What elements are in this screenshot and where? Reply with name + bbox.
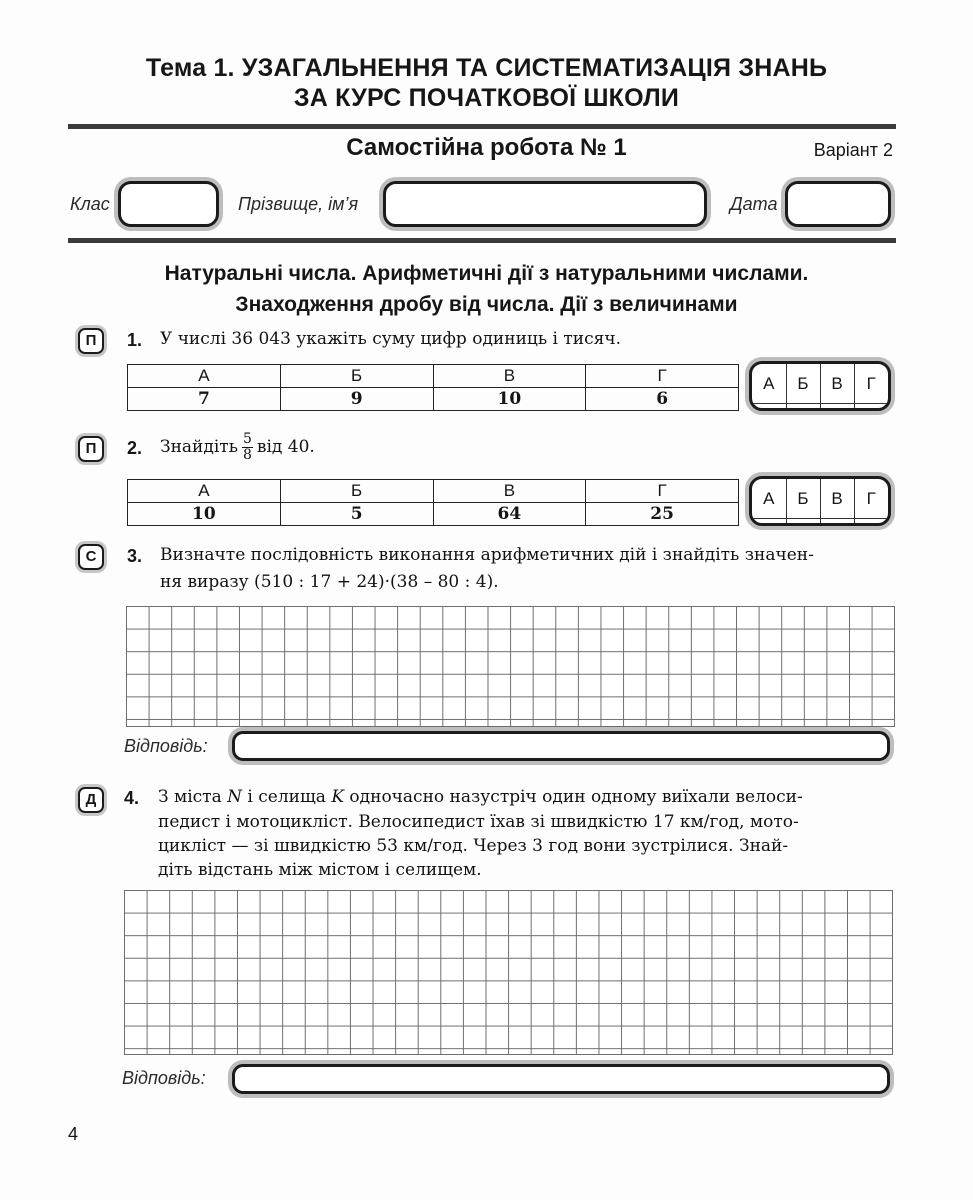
class-label: Клас [70,194,110,214]
question-3-answer-field[interactable] [232,731,890,761]
question-2-text-after: від 40. [256,437,315,457]
level-badge-d: Д [78,787,104,813]
option-letter: В [433,365,586,388]
header-top-rule [68,124,896,129]
variant-label: Варіант 2 [813,140,893,160]
answer-letter: Г [854,364,888,404]
question-3-line-2: ня виразу (510 : 17 + 24)·(38 – 80 : 4). [160,572,499,592]
question-4-line-1 [158,785,803,810]
option-value: 9 [280,388,433,411]
option-letter: А [128,480,281,503]
option-letter: Б [280,365,433,388]
answer-letter: А [752,479,786,519]
option-value: 64 [433,503,586,526]
question-2-text [160,428,315,466]
question-number: 1. [127,330,143,350]
section-topic-line-2: Знаходження дробу від числа. Дії з величинами [235,293,738,316]
date-field[interactable] [785,181,891,227]
question-4-line-1-b: і селища [242,787,332,807]
variable-n: N [227,787,242,807]
fraction-denominator: 8 [242,447,252,463]
variable-k: K [331,787,345,807]
topic-title-line-2: ЗА КУРС ПОЧАТКОВОЇ ШКОЛИ [293,84,680,112]
question-4-line-3: цикліст — зі швидкістю 53 км/год. Через 3 год вони зустрілися. Знай- [158,836,789,856]
option-letter: Г [586,365,739,388]
answer-label: Відповідь: [122,1068,206,1088]
question-4-line-1-a: З міста [158,787,228,807]
option-value: 25 [586,503,739,526]
level-badge-p: П [78,436,104,462]
question-number: 4. [124,788,140,808]
work-title: Самостійна робота № 1 [346,134,627,161]
option-value: 5 [280,503,433,526]
option-value: 10 [433,388,586,411]
option-value: 7 [128,388,281,411]
date-label: Дата [730,194,778,214]
question-number: 2. [127,438,143,458]
option-value: 6 [586,388,739,411]
name-field[interactable] [383,181,707,227]
level-badge-s: С [78,544,104,570]
question-4-line-4: діть відстань між містом і селищем. [158,860,482,880]
answer-letter: В [820,479,854,519]
class-field[interactable] [118,181,219,227]
answer-letter: В [820,364,854,404]
question-4-answer-field[interactable] [232,1064,890,1094]
question-2-answer-box[interactable] [749,476,891,526]
question-4-work-grid[interactable] [124,890,893,1055]
question-4-line-2: педист і мотоцикліст. Велосипедист їхав зі швидкістю 17 км/год, мото- [158,812,799,832]
option-letter: Б [280,480,433,503]
option-letter: Г [586,480,739,503]
question-2-text-before: Знайдіть [160,437,238,457]
option-letter: А [128,365,281,388]
answer-letter: Б [786,364,820,404]
question-2-options-table [127,479,739,526]
section-topic-line-1: Натуральні числа. Арифметичні дії з натуральними числами. [164,262,809,285]
answer-letter: А [752,364,786,404]
topic-title-line-1: Тема 1. УЗАГАЛЬНЕННЯ ТА СИСТЕМАТИЗАЦІЯ ЗНАНЬ [145,54,828,82]
answer-cell[interactable] [820,519,854,523]
answer-cell[interactable] [854,519,888,523]
answer-label: Відповідь: [124,736,208,756]
answer-cell[interactable] [786,404,820,408]
question-1-text: У числі 36 043 укажіть суму цифр одиниць і тисяч. [160,329,621,349]
fraction-numerator: 5 [242,431,252,447]
question-1-options-table [127,364,739,411]
question-3-work-grid[interactable] [126,606,895,727]
answer-cell[interactable] [854,404,888,408]
answer-cell[interactable] [752,519,786,523]
answer-letter: Б [786,479,820,519]
answer-cell[interactable] [752,404,786,408]
level-badge-p: П [78,328,104,354]
header-bottom-rule [68,238,896,243]
option-letter: В [433,480,586,503]
page-number: 4 [68,1124,79,1144]
answer-cell[interactable] [820,404,854,408]
question-1-answer-box[interactable] [749,361,891,411]
name-label: Прізвище, ім’я [238,194,359,214]
option-value: 10 [128,503,281,526]
answer-cell[interactable] [786,519,820,523]
question-number: 3. [127,546,143,566]
fraction [242,432,253,463]
question-3-line-1: Визначте послідовність виконання арифметичних дій і знайдіть значен- [160,545,814,565]
question-4-line-1-c: одночасно назустріч один одному виїхали велоси- [344,787,803,807]
answer-letter: Г [854,479,888,519]
